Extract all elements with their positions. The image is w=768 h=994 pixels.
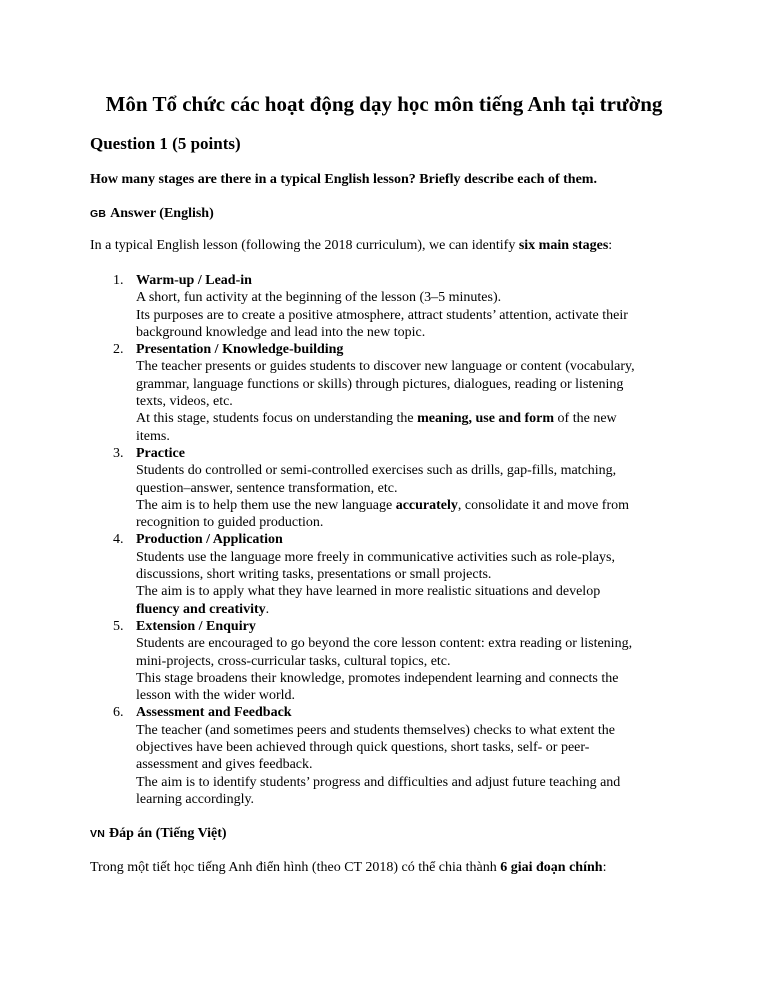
stage-emphasis: fluency and creativity <box>136 601 266 617</box>
answer-vietnamese-heading <box>90 824 227 844</box>
stage-line: The teacher (and sometimes peers and students themselves) checks to what extent the <box>136 722 615 738</box>
stage-line: A short, fun activity at the beginning of the lesson (3–5 minutes). <box>136 290 502 306</box>
answer-english-intro <box>90 236 612 255</box>
question-text: How many stages are there in a typical English lesson? Briefly describe each of them. <box>90 172 597 187</box>
stage-line: background knowledge and lead into the new topic. <box>136 324 426 340</box>
intro-emphasis: 6 giai đoạn chính <box>500 860 603 875</box>
stage-title: Production / Application <box>136 532 283 548</box>
question-heading: Question 1 (5 points) <box>90 134 241 153</box>
stage-text: , consolidate it and move from <box>457 497 629 513</box>
stage-line: mini-projects, cross-curricular tasks, cultural topics, etc. <box>136 653 451 669</box>
stage-emphasis: accurately <box>395 497 458 513</box>
answer-english-heading-text: Answer (English) <box>110 206 214 221</box>
stage-line <box>136 601 690 618</box>
stage-line: Students are encouraged to go beyond the core lesson content: extra reading or listening, <box>136 636 633 652</box>
stage-title: Extension / Enquiry <box>136 618 256 634</box>
answer-vietnamese-heading-text: Đáp án (Tiếng Việt) <box>109 826 227 841</box>
list-item <box>90 618 690 704</box>
stage-line: discussions, short writing tasks, presentations or small projects. <box>136 567 492 583</box>
stage-text: of the new <box>554 411 617 427</box>
stage-line: items. <box>136 428 170 444</box>
list-item <box>90 531 690 617</box>
stage-line: The teacher presents or guides students to discover new language or content (vocabulary, <box>136 359 635 375</box>
stage-line: The aim is to identify students’ progress and difficulties and adjust future teaching and <box>136 774 621 790</box>
list-item <box>90 272 690 341</box>
intro-text: Trong một tiết học tiếng Anh điển hình (theo CT 2018) có thể chia thành <box>90 860 501 875</box>
list-item-number: 6. <box>113 705 124 721</box>
stage-line: The aim is to apply what they have learned in more realistic situations and develop <box>136 584 601 600</box>
intro-text: In a typical English lesson (following the 2018 curriculum), we can identify <box>90 238 519 253</box>
stage-line <box>136 410 690 427</box>
list-item <box>90 445 690 531</box>
stage-line: grammar, language functions or skills) through pictures, dialogues, reading or listening <box>136 376 624 392</box>
stage-line: texts, videos, etc. <box>136 394 233 410</box>
document-title: Môn Tổ chức các hoạt động dạy học môn tiếng Anh tại trường <box>105 92 663 116</box>
list-item-number: 1. <box>113 273 124 288</box>
stage-line: Its purposes are to create a positive atmosphere, attract students’ attention, activate their <box>136 307 628 323</box>
intro-colon: : <box>602 860 607 875</box>
list-item <box>90 704 690 808</box>
stage-title: Practice <box>136 445 185 461</box>
list-item-number: 5. <box>113 618 124 634</box>
vn-flag-icon: VN <box>90 828 105 840</box>
stage-line: objectives have been achieved through quick questions, short tasks, self- or peer- <box>136 740 590 756</box>
stage-line: lesson with the wider world. <box>136 688 296 704</box>
stage-emphasis: meaning, use and form <box>417 411 555 427</box>
stage-line: This stage broadens their knowledge, promotes independent learning and connects the <box>136 670 619 686</box>
stage-line: Students use the language more freely in communicative activities such as role-plays, <box>136 549 615 565</box>
stage-title: Assessment and Feedback <box>136 705 292 721</box>
stage-line: recognition to guided production. <box>136 515 324 531</box>
gb-flag-icon: GB <box>90 208 107 220</box>
stages-list <box>90 272 690 808</box>
intro-emphasis: six main stages <box>518 238 609 253</box>
answer-english-heading <box>90 204 214 224</box>
stage-line: learning accordingly. <box>136 791 255 807</box>
list-item <box>90 341 690 445</box>
stage-text: The aim is to help them use the new language <box>136 497 396 513</box>
stage-title: Warm-up / Lead-in <box>136 273 252 288</box>
list-item-number: 2. <box>113 342 124 358</box>
stage-line <box>136 497 690 514</box>
stage-line: Students do controlled or semi-controlled exercises such as drills, gap-fills, matching, <box>136 463 617 479</box>
stage-line: question–answer, sentence transformation, etc. <box>136 480 398 496</box>
stage-title: Presentation / Knowledge-building <box>136 342 344 358</box>
answer-vietnamese-intro <box>90 858 606 877</box>
stage-line: assessment and gives feedback. <box>136 757 313 773</box>
stage-text: . <box>265 601 270 617</box>
list-item-number: 3. <box>113 445 124 461</box>
list-item-number: 4. <box>113 532 124 548</box>
intro-colon: : <box>608 238 613 253</box>
stage-text: At this stage, students focus on understanding the <box>136 411 418 427</box>
